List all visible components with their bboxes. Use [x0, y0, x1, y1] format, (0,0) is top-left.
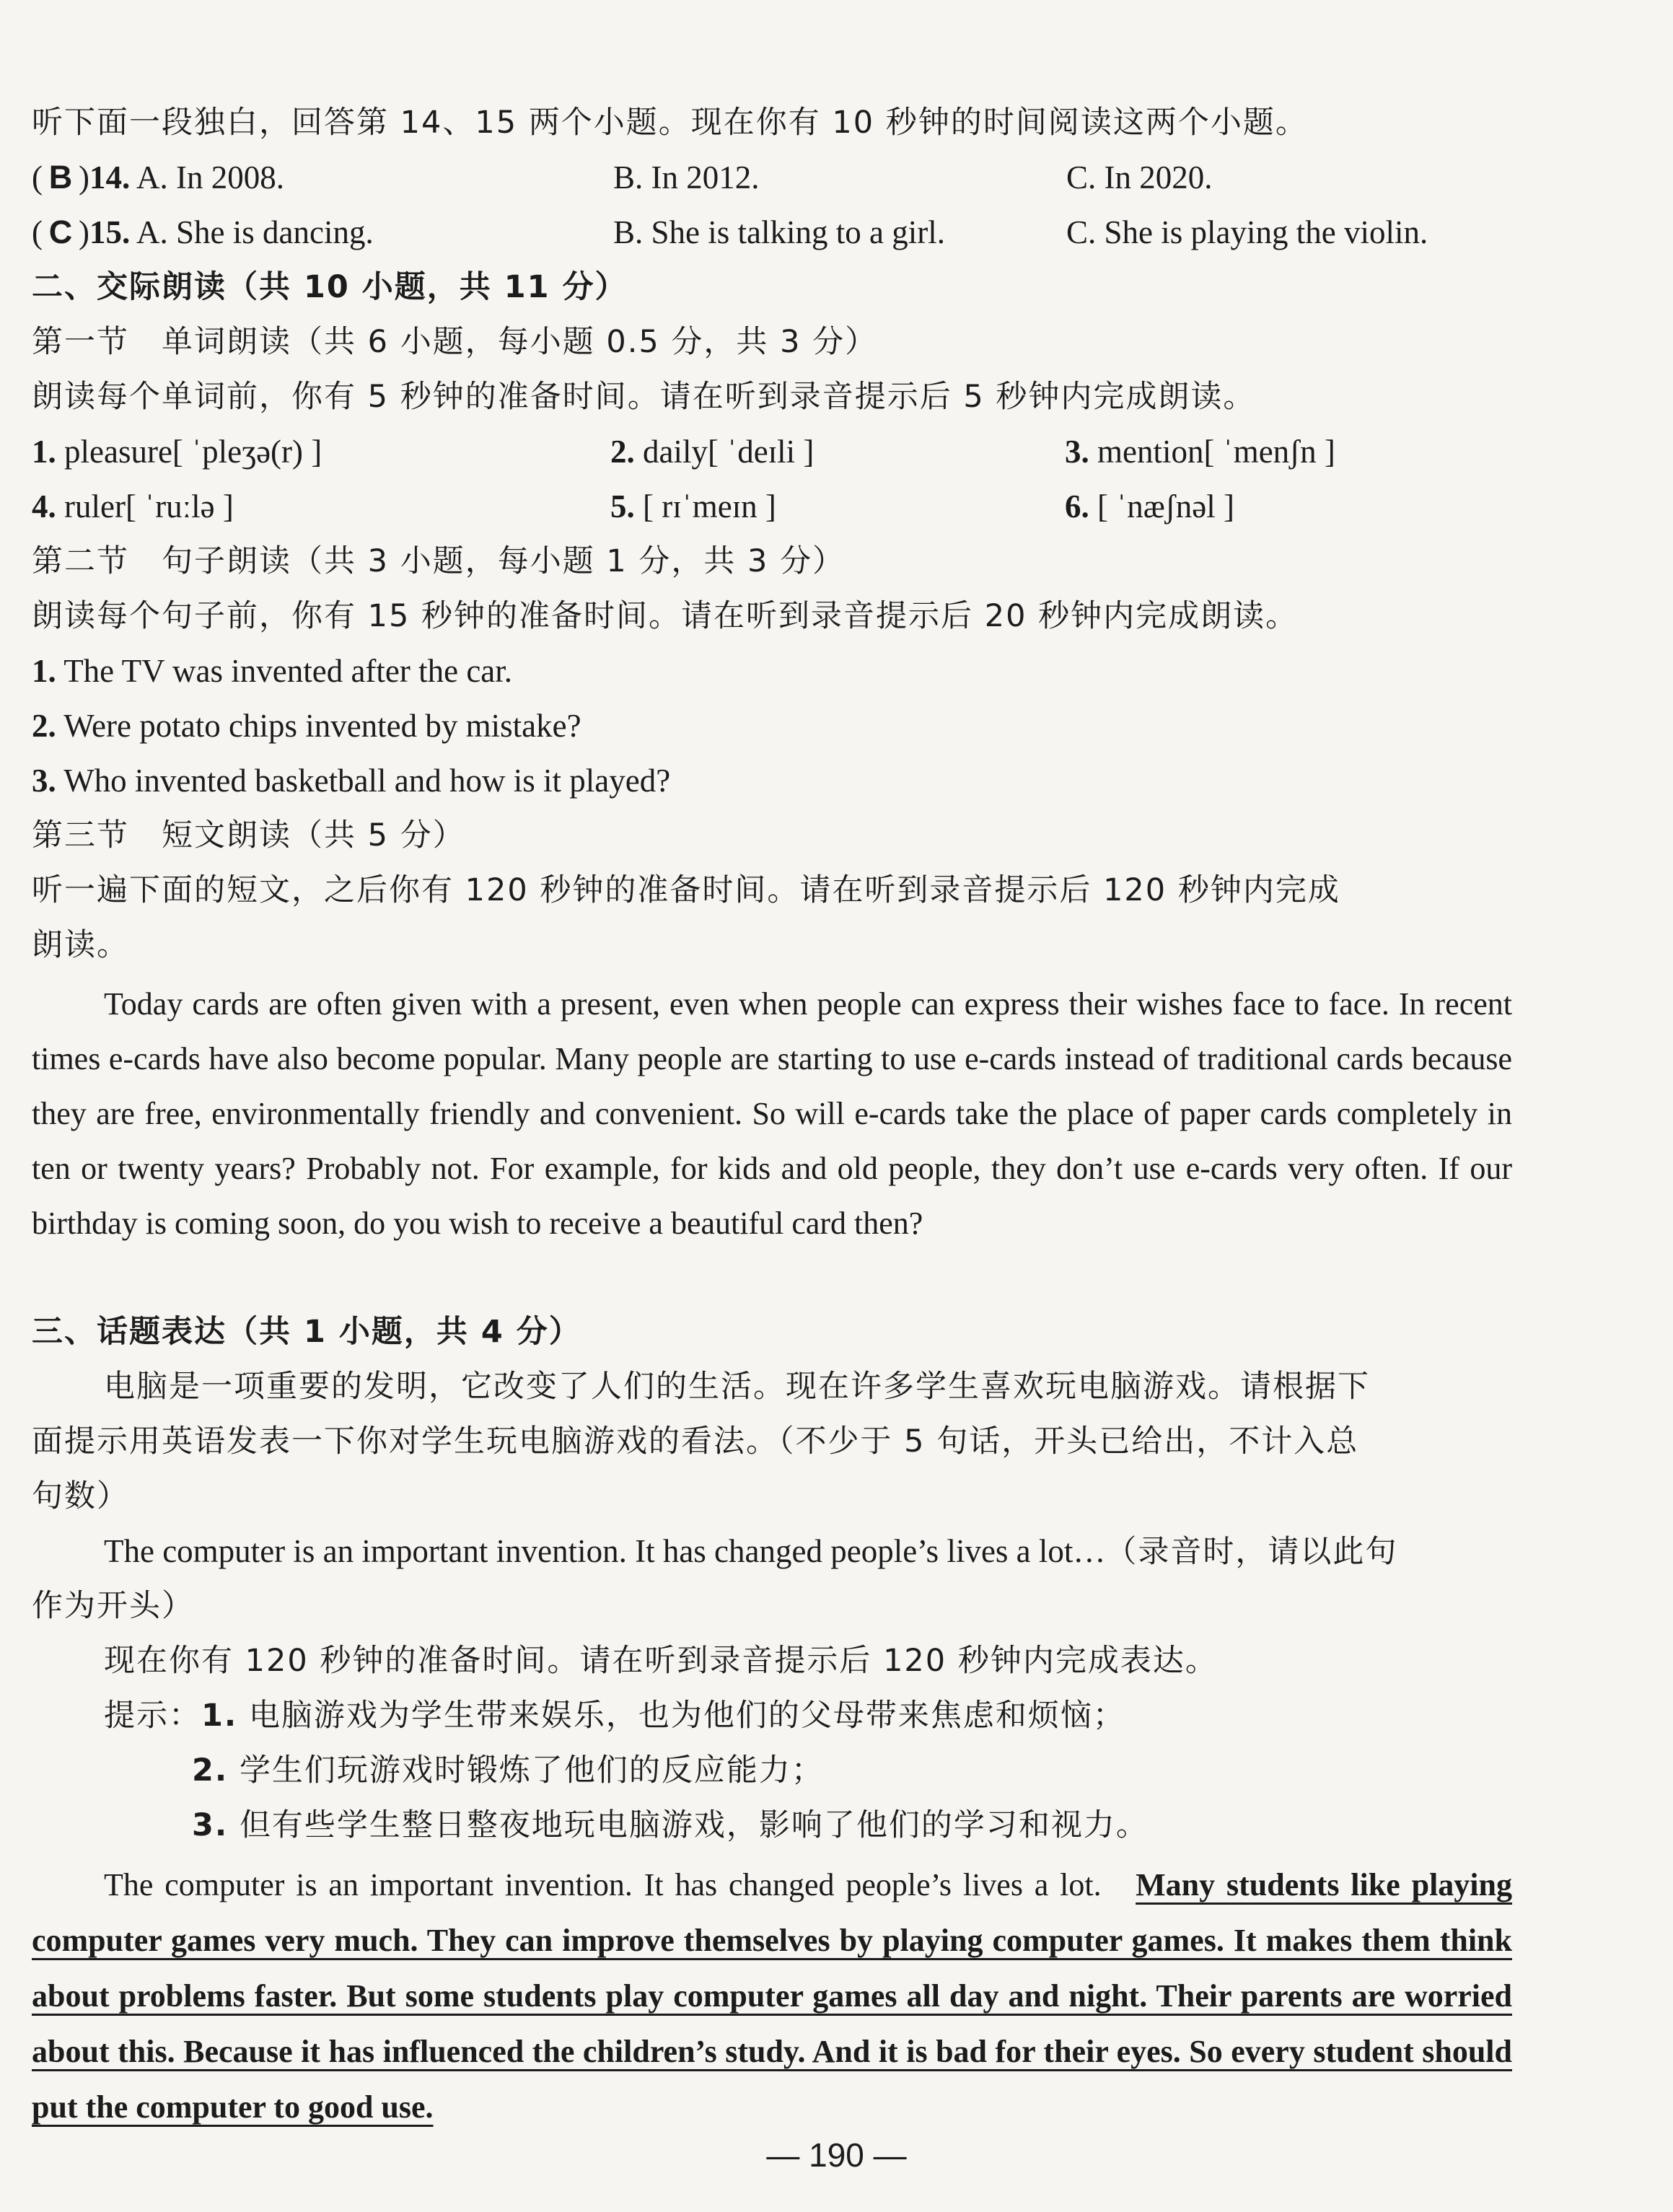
prep-instruction: 现在你有 120 秒钟的准备时间。请在听到录音提示后 120 秒钟内完成表达。	[104, 1643, 1218, 1679]
part3-heading: 三、话题表达（共 1 小题，共 4 分）	[32, 1314, 581, 1350]
sentence-item: 2. Were potato chips invented by mistake?	[32, 708, 581, 744]
section2-title: 第二节 句子朗读（共 3 小题，每小题 1 分，共 3 分）	[32, 543, 846, 579]
question-14: ( B )14. A. In 2008.	[32, 154, 284, 201]
section3-title: 第三节 短文朗读（共 5 分）	[32, 817, 465, 853]
hint-1: 提示：1. 电脑游戏为学生带来娱乐，也为他们的父母带来焦虑和烦恼；	[104, 1698, 1125, 1734]
q15-option-b: B. She is talking to a girl.	[613, 214, 945, 250]
sentence-item: 1. The TV was invented after the car.	[32, 653, 513, 689]
q15-option-c: C. She is playing the violin.	[1066, 214, 1428, 250]
part2-heading: 二、交际朗读（共 10 小题，共 11 分）	[32, 269, 628, 305]
answer-letter: B	[48, 159, 73, 196]
opening-note-cont: 作为开头）	[32, 1588, 194, 1624]
section1-title: 第一节 单词朗读（共 6 小题，每小题 0.5 分，共 3 分）	[32, 324, 878, 360]
word-item: 3. mention[ ˈmenʃn ]	[1065, 434, 1335, 470]
option-a: A. She is dancing.	[136, 214, 374, 250]
topic-task: 电脑是一项重要的发明，它改变了人们的生活。现在许多学生喜欢玩电脑游戏。请根据下	[104, 1369, 1370, 1405]
model-answer-text: Many students like playing computer games very much. They can improve themselves by playing computer games. It makes them think about problems faster. But some students play computer games all day and night. Their parents are worried about this. Because it has influenced the children’s study. And it is bad for their eyes. So every student should put the computer to good use.	[32, 1867, 1512, 2125]
question-number: 14.	[89, 159, 131, 196]
section3-instruction-cont: 朗读。	[32, 927, 129, 963]
q14-option-b: B. In 2012.	[613, 159, 760, 196]
hint-3: 3. 但有些学生整日整夜地玩电脑游戏，影响了他们的学习和视力。	[192, 1807, 1149, 1843]
question-15: ( C )15. A. She is dancing.	[32, 209, 374, 255]
word-item: 5. [ rɪˈmeɪn ]	[610, 488, 776, 525]
reading-passage: Today cards are often given with a present, even when people can express their wishes face to face. In recent times e-cards have also become popular. Many people are starting to use e-cards instead of traditional cards because they are free, environmentally friendly and convenient. So will e-cards take the place of paper cards completely in ten or twenty years? Probably not. For example, for kids and old people, they don’t use e-cards very often. If our birthday is coming soon, do you wish to receive a beautiful card then?	[32, 986, 1512, 1241]
topic-task-end: 句数）	[32, 1478, 129, 1514]
opening-sentence: The computer is an important invention. It has changed people’s lives a lot…（录音时，请以此句	[104, 1533, 1398, 1570]
word-item: 6. [ ˈnæʃnəl ]	[1065, 488, 1234, 525]
word-item: 4. ruler[ ˈruːlə ]	[32, 488, 234, 525]
listening-intro: 听下面一段独白，回答第 14、15 两个小题。现在你有 10 秒钟的时间阅读这两个小题。	[32, 105, 1308, 141]
question-number: 15.	[89, 214, 131, 250]
word-item: 1. pleasure[ ˈpleʒə(r) ]	[32, 434, 322, 470]
q14-option-c: C. In 2020.	[1066, 159, 1213, 196]
section2-instruction: 朗读每个句子前，你有 15 秒钟的准备时间。请在听到录音提示后 20 秒钟内完成朗读。	[32, 598, 1299, 634]
word-item: 2. daily[ ˈdeɪli ]	[610, 434, 814, 470]
page-number: — 190 —	[766, 2136, 907, 2174]
option-a: A. In 2008.	[136, 159, 285, 196]
section1-instruction: 朗读每个单词前，你有 5 秒钟的准备时间。请在听到录音提示后 5 秒钟内完成朗读。	[32, 379, 1256, 415]
sentence-item: 3. Who invented basketball and how is it played?	[32, 763, 671, 799]
model-answer: The computer is an important invention. It has changed people’s lives a lot. Many students like playing computer games very much. They can improve themselves by playing computer games. It makes them think about problems faster. But some students play computer games all day and night. Their parents are worried about this. Because it has influenced the children’s study. And it is bad for their eyes. So every student should put the computer to good use.	[32, 1867, 1512, 2125]
hint-2: 2. 学生们玩游戏时锻炼了他们的反应能力；	[192, 1752, 824, 1789]
answer-letter: C	[48, 214, 73, 250]
section3-instruction: 听一遍下面的短文，之后你有 120 秒钟的准备时间。请在听到录音提示后 120 秒钟内完成	[32, 872, 1340, 908]
topic-task-cont: 面提示用英语发表一下你对学生玩电脑游戏的看法。（不少于 5 句话，开头已给出，不计入总	[32, 1423, 1359, 1460]
